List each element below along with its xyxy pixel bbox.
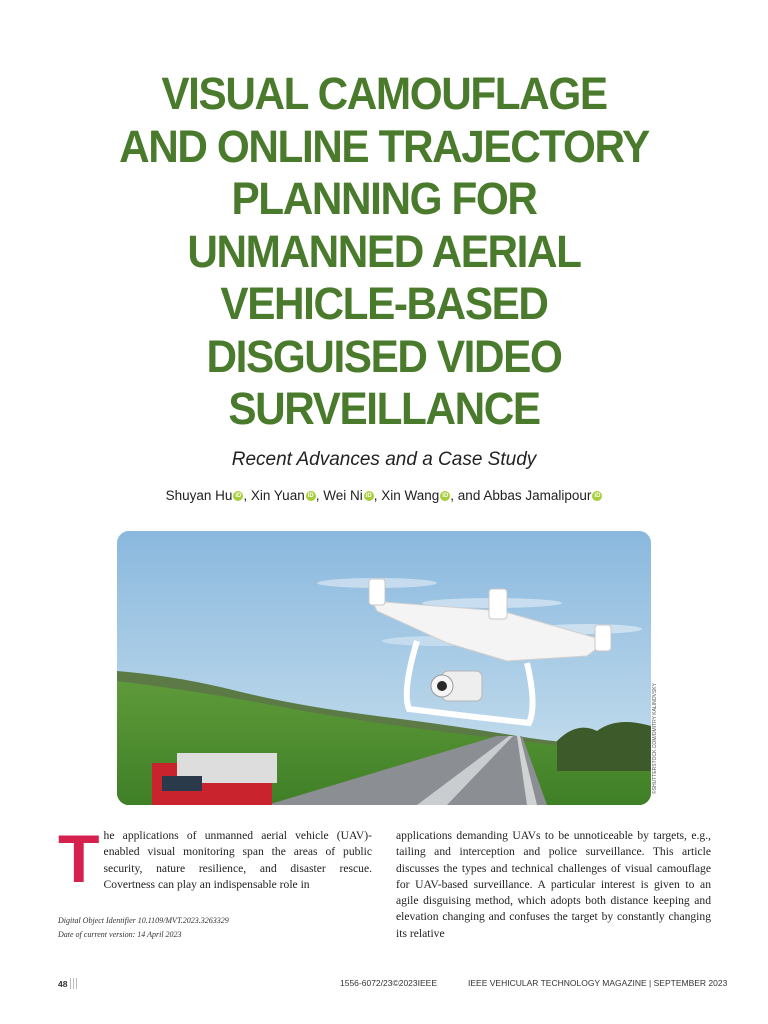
drone-photo: [117, 531, 651, 805]
author-list: [0, 488, 768, 503]
article-subtitle: Recent Advances and a Case Study: [231, 449, 537, 470]
drone-illustration: [117, 531, 651, 805]
footer-issn: 1556-6072/23©2023IEEE: [340, 978, 438, 988]
author-name: Wei Ni: [323, 488, 363, 503]
author-separator: ,: [373, 488, 382, 503]
article-title: [61, 68, 708, 436]
body-column-right: applications demanding UAVs to be unnoticeable by targets, e.g., tailing and interception and police surveillance. This article discusses the types and technical challenges of visual camouflage for UAV-based surveillance. A particular interest is given to an agile disguising method, which adopts both distance keeping and elevation changing and confuses the target by constantly changing its relative: [396, 829, 711, 940]
orcid-icon[interactable]: iD: [235, 493, 242, 499]
version-date: Date of current version: 14 April 2023: [58, 930, 182, 939]
orcid-icon[interactable]: iD: [365, 493, 372, 499]
orcid-icon[interactable]: iD: [442, 493, 449, 499]
orcid-icon[interactable]: iD: [594, 493, 601, 499]
title-line: UNMANNED AERIAL: [187, 225, 581, 277]
author-name: Shuyan Hu: [165, 488, 233, 503]
drop-cap: T: [58, 821, 100, 897]
author-separator: ,: [243, 488, 251, 503]
page-number: 48: [58, 979, 68, 989]
body-column-left: [58, 821, 372, 897]
title-line: AND ONLINE TRAJECTORY: [119, 120, 649, 172]
author-name: Xin Yuan: [250, 488, 305, 503]
page-footer-left: [58, 978, 79, 991]
author-name: Xin Wang: [381, 488, 440, 503]
doi-text: Digital Object Identifier 10.1109/MVT.2023.3263329: [58, 916, 229, 925]
footer-magazine: IEEE VEHICULAR TECHNOLOGY MAGAZINE | SEPTEMBER 2023: [468, 978, 728, 988]
article-metadata: [58, 914, 229, 942]
body-text-left: he applications of unmanned aerial vehicle (UAV)-enabled visual monitoring span the areas of public security, nature resilience, and disaster rescue. Covertness can play an indispensable role in: [103, 829, 372, 891]
title-line: VISUAL CAMOUFLAGE: [161, 68, 607, 119]
title-line: PLANNING FOR: [231, 173, 537, 224]
author-name: Abbas Jamalipour: [483, 488, 592, 503]
title-line: SURVEILLANCE: [228, 383, 540, 434]
author-separator: ,: [315, 488, 324, 503]
orcid-icon[interactable]: iD: [307, 493, 314, 499]
title-line: DISGUISED VIDEO: [206, 330, 562, 382]
title-line: VEHICLE-BASED: [220, 278, 548, 329]
page-bars-icon: [70, 978, 79, 991]
photo-credit: ©SHUTTERSTOCK.COM/DMITRY KALINOVSKY: [652, 683, 658, 794]
author-separator: , and: [450, 488, 484, 503]
